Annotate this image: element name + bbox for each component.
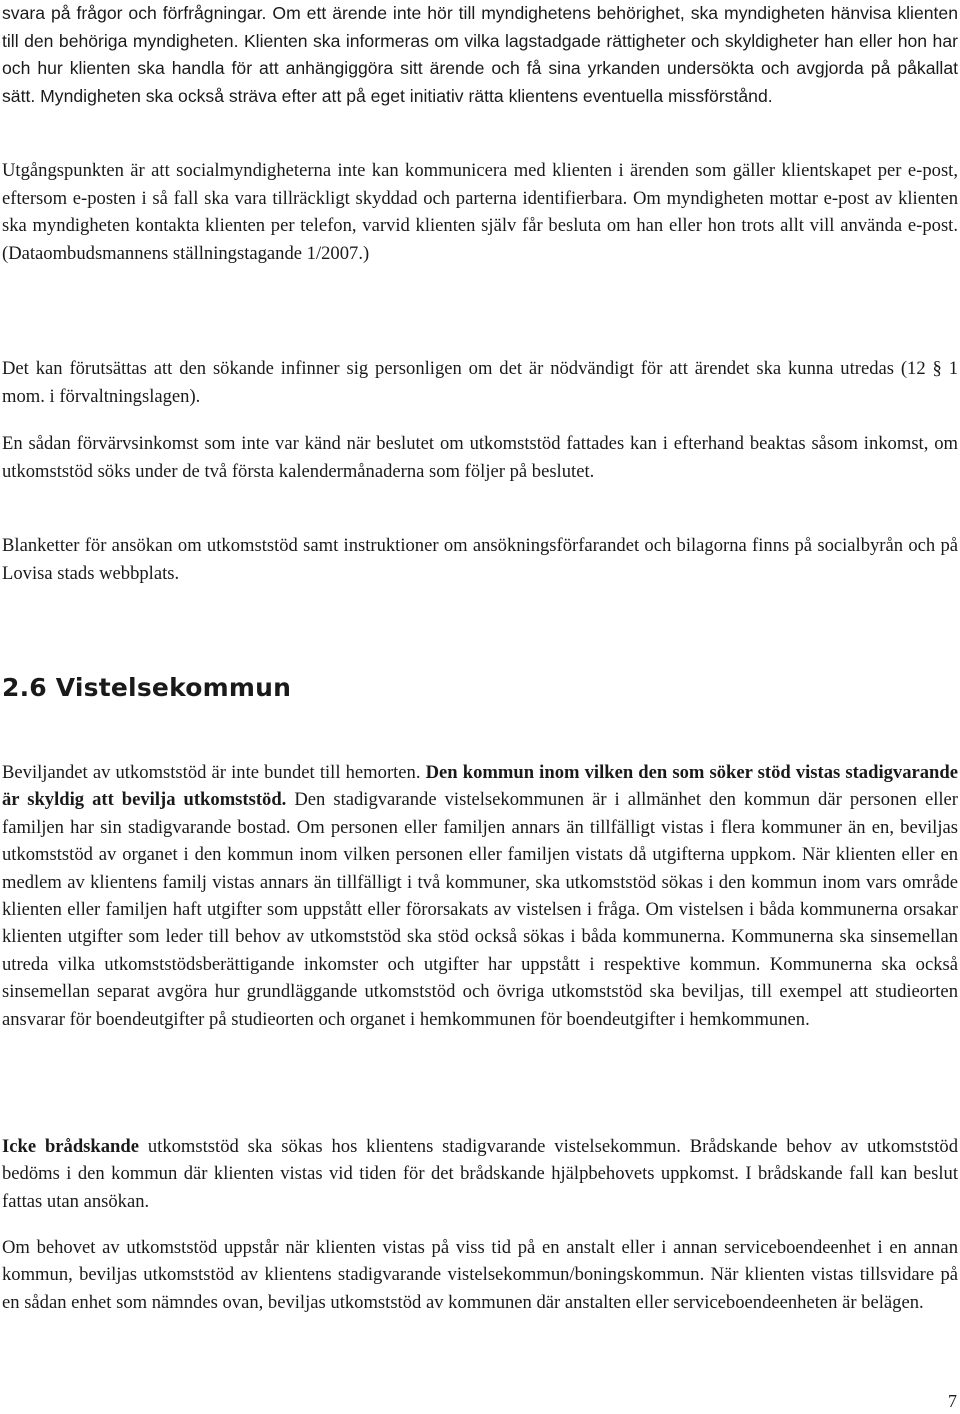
paragraph-personal-appearance	[0, 355, 958, 410]
paragraph-text: Blanketter för ansökan om utkomststöd samt instruktioner om ansökningsförfarandet och bilagorna finns på socialbyrån och på Lovisa stads webbplats.	[2, 535, 958, 584]
paragraph-email-communication	[0, 157, 958, 267]
paragraph-residence-municipality	[0, 759, 958, 1033]
section-heading	[2, 670, 291, 706]
paragraph-text: Om behovet av utkomststöd uppstår när klienten vistas på viss tid på en anstalt eller i annan serviceboendeenhet i en annan kommun, beviljas utkomststöd av klientens stadigvarande vistelsekommun/boningskommun. När klienten vistas tillsvidare på en sådan enhet som nämndes ovan, beviljas utkomststöd av kommunen där anstalten eller serviceboendeenheten är belägen.	[2, 1237, 958, 1313]
page-number: 7	[948, 1391, 957, 1411]
paragraph-text: svara på frågor och förfrågningar. Om ett ärende inte hör till myndighetens behörighet, ska myndigheten hänvisa klienten till den behöriga myndigheten. Klienten ska informeras om vilka lagstadgade rättigheter och skyldigheter han eller hon har och hur klienten ska handla för att anhängiggöra sitt ärende och få sina yrkanden undersökta och avgjorda på påkallat sätt. Myndigheten ska också sträva efter att på eget initiativ rätta klientens eventuella missförstånd.	[2, 3, 958, 106]
paragraph-text: Beviljandet av utkomststöd är inte bundet till hemorten.	[2, 762, 426, 783]
paragraph-bold-text: Den kommun inom vilken den som söker stöd vistas stadigvarande är skyldig att bevilja utkomststöd.	[2, 762, 958, 811]
paragraph-text: Utgångspunkten är att socialmyndigheterna inte kan kommunicera med klienten i ärenden som gäller klientskapet per e-post, eftersom e-posten i så fall ska vara tillräckligt skyddad och parterna identifierbara. Om myndigheten mottar e-post av klienten ska myndigheten kontakta klienten per telefon, varvid klienten själv får besluta om han eller hon trots allt vill använda e-post. (Dataombudsmannens ställningstagande 1/2007.)	[2, 160, 958, 264]
paragraph-text: En sådan förvärvsinkomst som inte var känd när beslutet om utkomststöd fattades kan i efterhand beaktas såsom inkomst, om utkomststöd söks under de två första kalendermånaderna som följer på beslutet.	[2, 433, 958, 482]
paragraph-bold-text: Icke brådskande	[2, 1136, 139, 1157]
paragraph-non-urgent	[0, 1133, 958, 1215]
section-number: 2.6	[2, 673, 47, 702]
paragraph-institution-stay	[0, 1234, 958, 1316]
paragraph-client-information	[0, 0, 958, 110]
paragraph-earned-income	[0, 430, 958, 485]
paragraph-text: Den stadigvarande vistelsekommunen är i allmänhet den kommun där personen eller familjen har sin stadigvarande bostad. Om personen eller familjen annars än tillfälligt vistas i flera kommuner än en, beviljas utkomststöd av organet i den kommun inom vilken personen eller familjen vistats då utgifterna uppkom. När klienten eller en medlem av klientens familj vistas annars än tillfälligt i två kommuner, ska utkomststöd sökas i den kommun inom vars område klienten eller familjen haft utgifter som uppstått eller förorsakats av vistelsen i fråga. Om vistelsen i båda kommunerna orsakar klienten utgifter som leder till behov av utkomststöd ska stöd också sökas i båda kommunerna. Kommunerna ska sinsemellan utreda vilka utkomststödsberättigande inkomster och utgifter har uppstått i respektive kommun. Kommunerna ska också sinsemellan separat avgöra hur grundläggande utkomststöd och övriga utkomststöd ska beviljas, till exempel att studieorten ansvarar för boendeutgifter på studieorten och organet i hemkommunen för boendeutgifter i hemkommunen.	[2, 789, 958, 1030]
paragraph-text: utkomststöd ska sökas hos klientens stadigvarande vistelsekommun. Brådskande behov av utkomststöd bedöms i den kommun där klienten vistas vid tiden för det brådskande hjälpbehovets uppkomst. I brådskande fall kan beslut fattas utan ansökan.	[2, 1136, 958, 1212]
section-title: Vistelsekommun	[55, 673, 292, 702]
paragraph-application-forms	[0, 532, 958, 588]
paragraph-text: Det kan förutsättas att den sökande infinner sig personligen om det är nödvändigt för att ärendet ska kunna utredas (12 § 1 mom. i förvaltningslagen).	[2, 358, 958, 407]
